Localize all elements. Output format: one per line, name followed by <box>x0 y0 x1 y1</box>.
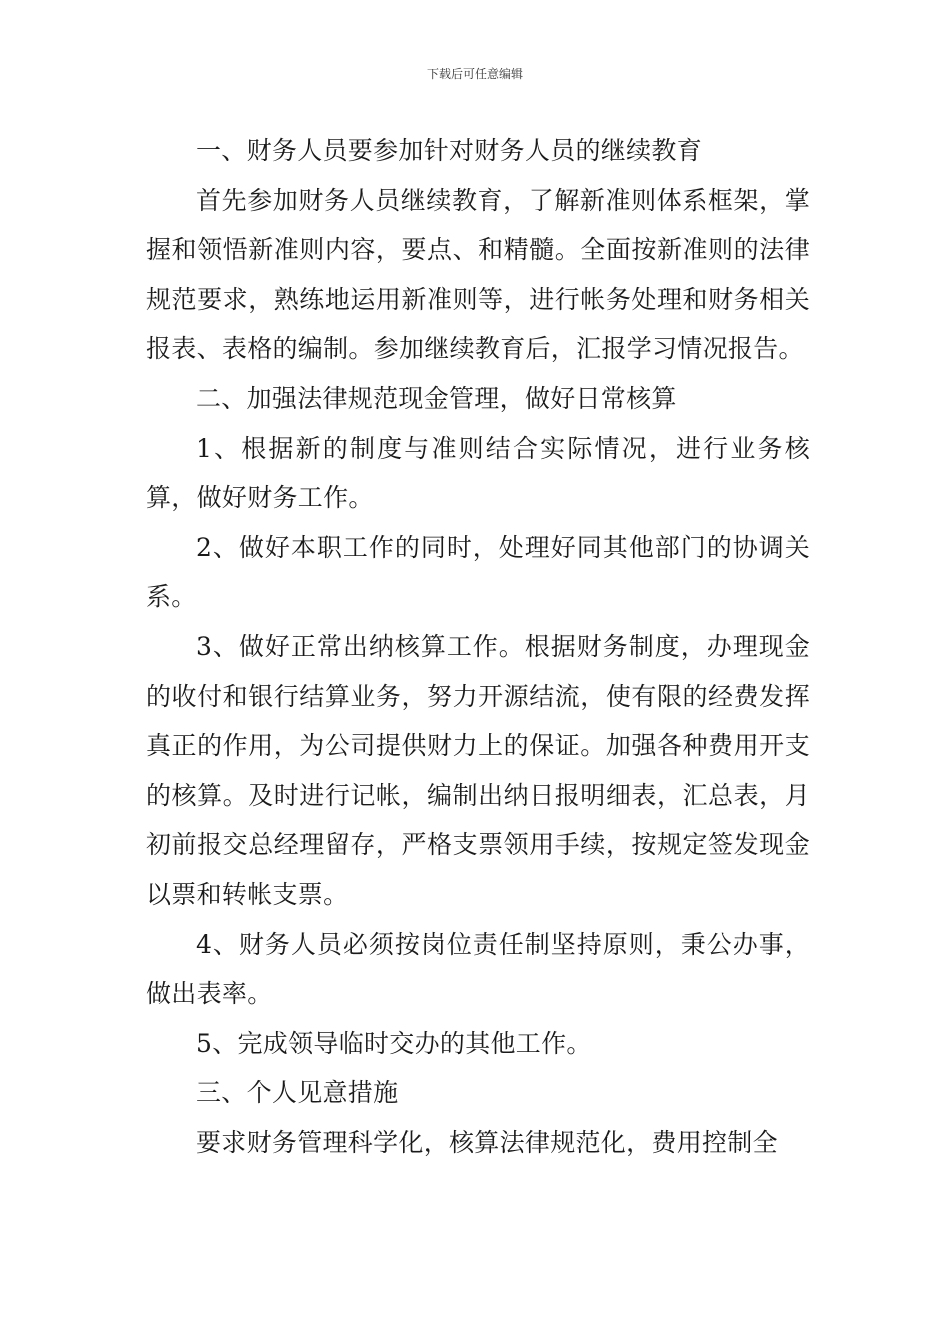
document-body <box>146 126 810 1167</box>
list-item-3: 3、做好正常出纳核算工作。根据财务制度，办理现金的收付和银行结算业务，努力开源结流，使有限的经费发挥真正的作用，为公司提供财力上的保证。加强各种费用开支的核算。及时进行记帐，编制出纳日报明细表，汇总表，月初前报交总经理留存，严格支票领用手续，按规定签发现金以票和转帐支票。 <box>146 631 810 909</box>
list-item-2: 2、做好本职工作的同时，处理好同其他部门的协调关系。 <box>146 532 810 612</box>
page-header: 下载后可任意编辑 <box>426 67 523 81</box>
list-item-5: 5、完成领导临时交办的其他工作。 <box>196 1028 592 1058</box>
section-heading-3: 三、个人见意措施 <box>196 1078 399 1108</box>
section-heading-2: 二、加强法律规范现金管理，做好日常核算 <box>196 383 677 413</box>
list-item-4: 4、财务人员必须按岗位责任制坚持原则，秉公办事，做出表率。 <box>146 929 810 1009</box>
paragraph-continuing-education: 首先参加财务人员继续教育，了解新准则体系框架，掌握和领悟新准则内容，要点、和精髓。全面按新准则的法律规范要求，熟练地运用新准则等，进行帐务处理和财务相关报表、表格的编制。参加继续教育后，汇报学习情况报告。 <box>146 185 810 364</box>
list-item-1: 1、根据新的制度与准则结合实际情况，进行业务核算，做好财务工作。 <box>146 433 810 513</box>
paragraph-requirements: 要求财务管理科学化，核算法律规范化，费用控制全 <box>196 1127 778 1157</box>
section-heading-1: 一、财务人员要参加针对财务人员的继续教育 <box>196 136 703 165</box>
